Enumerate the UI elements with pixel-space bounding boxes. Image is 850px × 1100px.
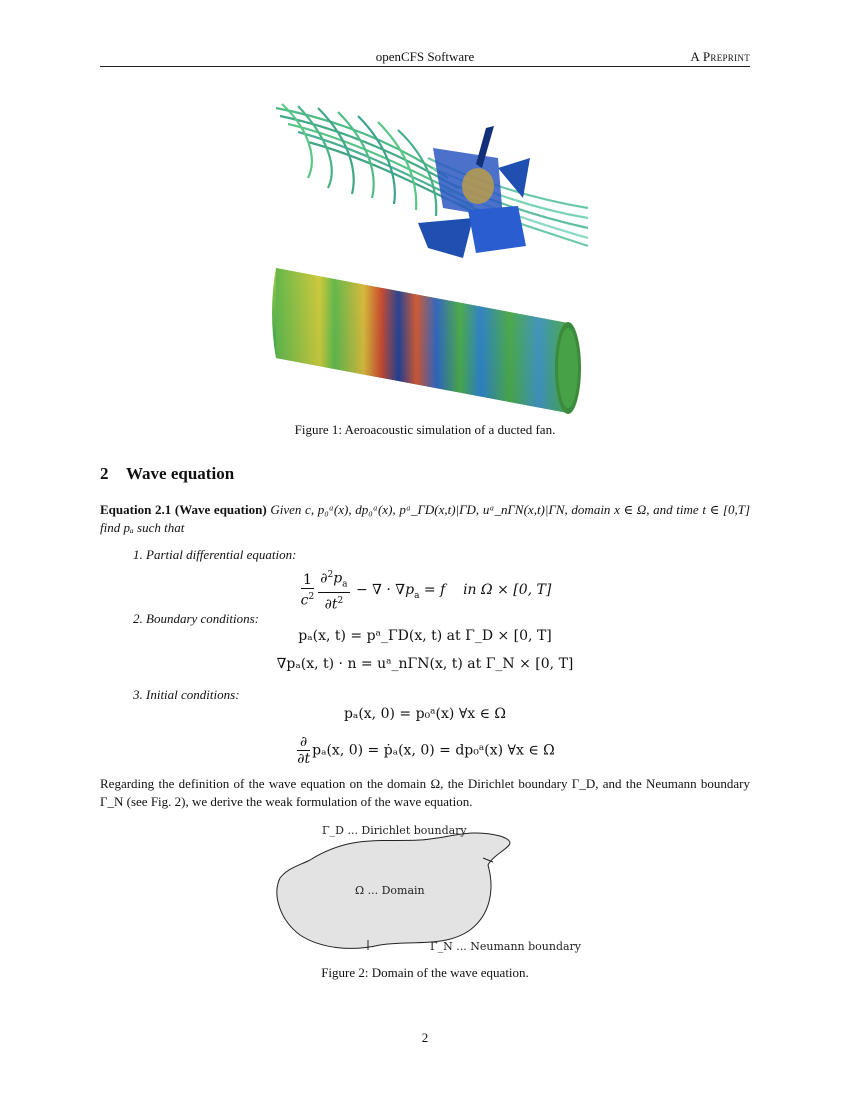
figure2-diagram xyxy=(270,820,590,960)
ic-pressure: pₐ(x, 0) = p₀ᵃ(x) ∀x ∈ Ω xyxy=(343,706,507,722)
domain-label: Ω ... Domain xyxy=(355,884,425,897)
page-header xyxy=(100,49,750,67)
item-initial: 3. Initial conditions: xyxy=(133,687,240,702)
bc-dirichlet: pₐ(x, t) = pᵃ_ΓD(x, t) at Γ_D × [0, T] xyxy=(298,628,552,644)
dirichlet-label: Γ_D ... Dirichlet boundary xyxy=(322,824,467,837)
bc-neumann: ∇pₐ(x, t) · n = uᵃ_nΓN(x, t) at Γ_N × [0, T] xyxy=(276,656,574,672)
header-rule xyxy=(100,66,750,67)
section-number: 2 xyxy=(100,464,109,483)
pde-equation: $\frac{1}{c^2}$ $\frac{\partial^2p_a}{\partial t^2}$ − ∇ · $\nabla p_a = f$ in Ω × [0, T] xyxy=(100,567,750,613)
body-paragraph: Regarding the definition of the wave equation on the domain Ω, the Dirichlet boundary Γ_D, and the Neumann boundary Γ_N (see Fig. 2), we derive the weak formulation of the wave equation. xyxy=(100,776,750,809)
equation-statement xyxy=(100,501,750,537)
ic-derivative: $\frac{\partial}{\partial t}$ pₐ(x, 0) = ṗₐ(x, 0) = dp₀ᵃ(x) ∀x ∈ Ω xyxy=(297,734,555,767)
header-title: openCFS Software xyxy=(375,49,475,64)
figure1-image xyxy=(268,98,588,416)
item-boundary: 2. Boundary conditions: xyxy=(133,611,260,626)
section-heading xyxy=(100,464,234,484)
header-label: A Preprint xyxy=(690,49,750,64)
neumann-label: Γ_N ... Neumann boundary xyxy=(430,940,582,953)
equation-label: Equation 2.1 (Wave equation) xyxy=(100,502,267,517)
ic-derivative-text: pₐ(x, 0) = ṗₐ(x, 0) = dp₀ᵃ(x) ∀x ∈ Ω xyxy=(312,742,555,759)
figure1-caption: Figure 1: Aeroacoustic simulation of a ducted fan. xyxy=(294,422,556,437)
item-pde: 1. Partial differential equation: xyxy=(133,547,297,562)
figure2-caption: Figure 2: Domain of the wave equation. xyxy=(321,965,529,980)
pde-region: in Ω × [0, T] xyxy=(463,582,552,599)
section-title: Wave equation xyxy=(126,464,235,483)
page-number: 2 xyxy=(421,1030,429,1045)
equation-intro: Given c, p₀ᵃ(x), dp₀ᵃ(x), pᵃ_ΓD(x,t)|ΓD, uᵃ_nΓN(x,t)|ΓN, domain x ∈ Ω, and time t ∈ [0,T] find pₐ such that xyxy=(100,502,751,535)
